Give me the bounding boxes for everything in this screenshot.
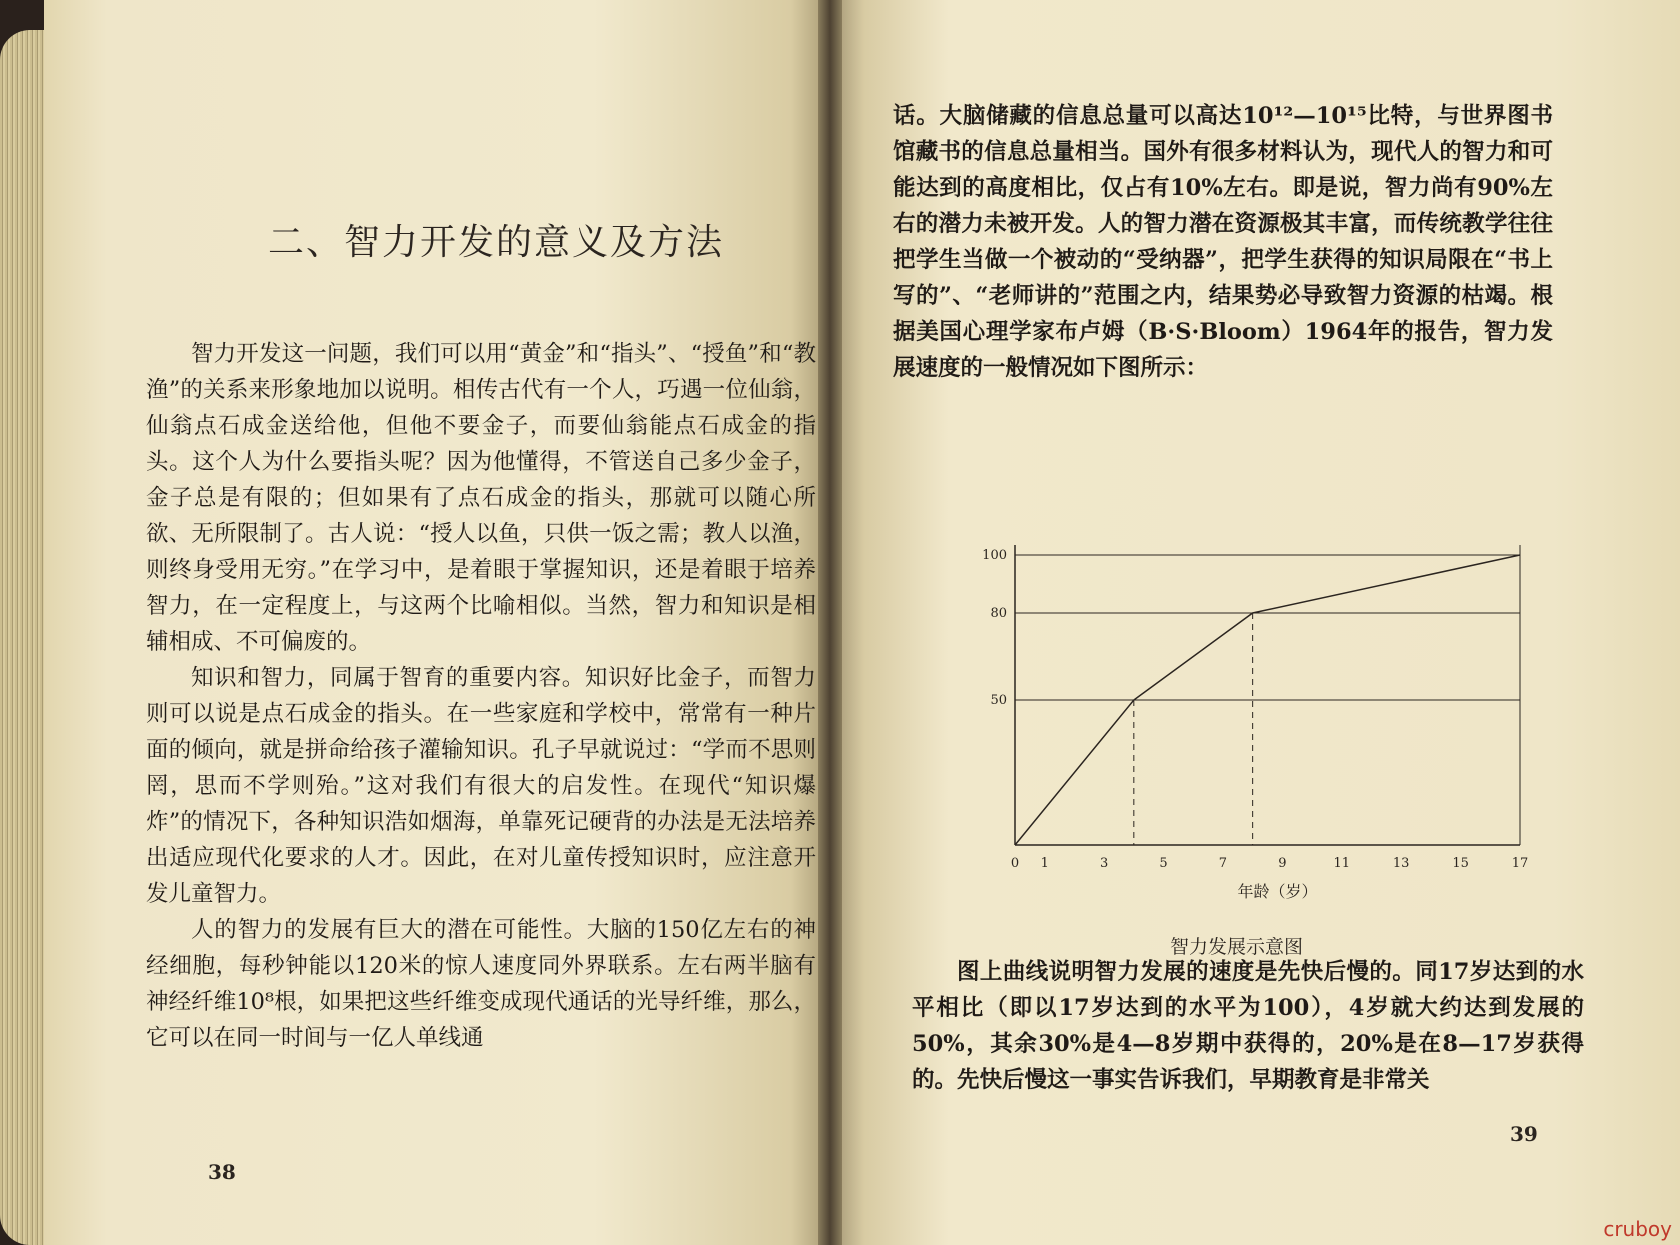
y-tick-label: 50	[990, 693, 1007, 708]
left-page-text	[146, 336, 816, 1056]
x-tick-label: 15	[1452, 856, 1469, 871]
x-tick-label: 7	[1218, 856, 1228, 871]
intelligence-development-chart	[935, 525, 1535, 905]
x-tick-label: 1	[1040, 856, 1049, 871]
watermark-text: cruboy	[1603, 1217, 1672, 1241]
page-number-right: 39	[1510, 1122, 1538, 1146]
page-number-left: 38	[208, 1160, 236, 1184]
x-tick-label: 9	[1278, 856, 1287, 871]
x-tick-label: 0	[1010, 856, 1020, 871]
right-page-bottom-text	[912, 954, 1584, 1098]
paragraph: 图上曲线说明智力发展的速度是先快后慢的。同17岁达到的水平相比（即以17岁达到的水平为100），4岁就大约达到发展的50%，其余30%是4—8岁期中获得的，20%是在8—17岁获得的。先快后慢这一事实告诉我们，早期教育是非常关	[912, 959, 1584, 1093]
paragraph: 话。大脑储藏的信息总量可以高达10¹²—10¹⁵比特，与世界图书馆藏书的信息总量相当。国外有很多材料认为，现代人的智力和可能达到的高度相比，仅占有10%左右。即是说，智力尚有90%左右的潜力未被开发。人的智力潜在资源极其丰富，而传统教学往往把学生当做一个被动的“受纳器”，把学生获得的知识局限在“书上写的”、“老师讲的”范围之内，结果势必导致智力资源的枯竭。根据美国心理学家布卢姆（B·S·Bloom）1964年的报告，智力发展速度的一般情况如下图所示：	[893, 103, 1553, 381]
y-tick-label: 100	[982, 548, 1007, 563]
book-gutter	[818, 0, 842, 1245]
paragraph: 人的智力的发展有巨大的潜在可能性。大脑的150亿左右的神经细胞，每秒钟能以120米的惊人速度同外界联系。左右两半脑有神经纤维10⁸根，如果把这些纤维变成现代通话的光导纤维，那么，它可以在同一时间与一亿人单线通	[146, 917, 816, 1051]
section-heading: 二、智力开发的意义及方法	[268, 222, 725, 263]
x-tick-label: 11	[1333, 856, 1351, 871]
x-tick-label: 17	[1511, 856, 1529, 871]
paragraph: 智力开发这一问题，我们可以用“黄金”和“指头”、“授鱼”和“教渔”的关系来形象地加以说明。相传古代有一个人，巧遇一位仙翁，仙翁点石成金送给他，但他不要金子，而要仙翁能点石成金的指头。这个人为什么要指头呢？因为他懂得，不管送自己多少金子，金子总是有限的；但如果有了点石成金的指头，那就可以随心所欲、无所限制了。古人说：“授人以鱼，只供一饭之需；教人以渔，则终身受用无穷。”在学习中，是着眼于掌握知识，还是着眼于培养智力，在一定程度上，与这两个比喻相似。当然，智力和知识是相辅相成、不可偏废的。	[146, 341, 816, 655]
right-page-top-text	[893, 98, 1553, 386]
x-tick-label: 3	[1099, 856, 1109, 871]
x-axis-label: 年龄（岁）	[1237, 882, 1318, 901]
paragraph: 知识和智力，同属于智育的重要内容。知识好比金子，而智力则可以说是点石成金的指头。在一些家庭和学校中，常常有一种片面的倾向，就是拼命给孩子灌输知识。孔子早就说过：“学而不思则罔，思而不学则殆。”这对我们有很大的启发性。在现代“知识爆炸”的情况下，各种知识浩如烟海，单靠死记硬背的办法是无法培养出适应现代化要求的人才。因此，在对儿童传授知识时，应注意开发儿童智力。	[146, 665, 816, 907]
x-tick-label: 13	[1392, 856, 1410, 871]
x-tick-label: 5	[1159, 856, 1168, 871]
chart-caption: 智力发展示意图	[1170, 936, 1304, 958]
y-tick-label: 80	[990, 606, 1007, 621]
